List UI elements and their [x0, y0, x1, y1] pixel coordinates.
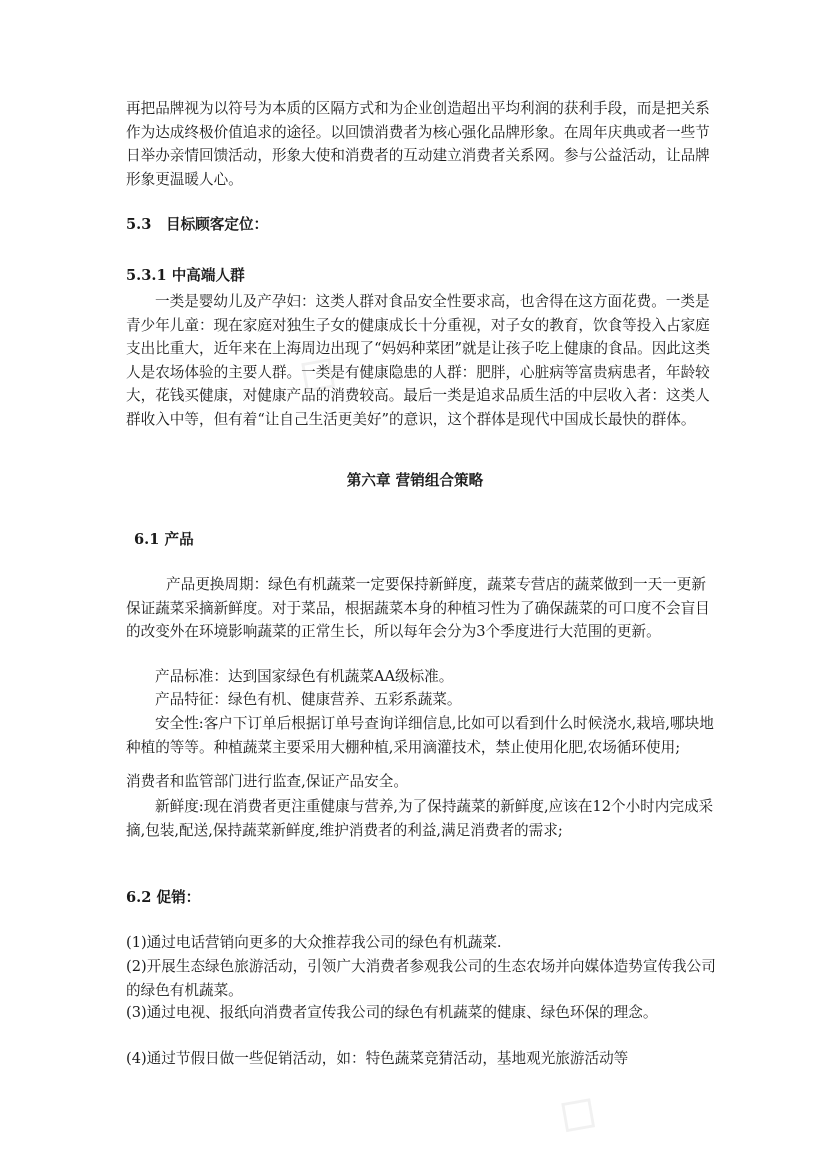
- intro-paragraph: 再把品牌视为以符号为本质的区隔方式和为企业创造超出平均利润的获利手段，而是把关系作为达成终极价值追求的途径。以回馈消费者为核心强化品牌形象。在周年庆典或者一些节日举办亲情回馈活动，形象大使和消费者的互动建立消费者关系网。参与公益活动，让品牌形象更温暖人心。: [126, 100, 710, 188]
- promo-item-4: (4)通过节假日做一些促销活动，如：特色蔬菜竞猜活动，基地观光旅游活动等: [126, 1050, 629, 1067]
- section-6-1-p2: 产品标准：达到国家绿色有机蔬菜AA级标准。: [155, 668, 454, 685]
- promo-item-2: (2)开展生态绿色旅游活动，引领广大消费者参观我公司的生态农场并向媒体造势宣传我公司的绿色有机蔬菜。: [126, 958, 716, 999]
- section-6-1-p1: 产品更换周期：绿色有机蔬菜一定要保持新鲜度，蔬菜专营店的蔬菜做到一天一更新保证蔬菜采摘新鲜度。对于菜品，根据蔬菜本身的种植习性为了确保蔬菜的可口度不会盲目的改变外在环境影响蔬菜的正常生长，所以每年会分为3个季度进行大范围的更新。: [126, 576, 710, 641]
- section-6-1-heading: 6.1 产品: [134, 531, 194, 548]
- section-6-1-p4: 安全性:客户下订单后根据订单号查询详细信息,比如可以看到什么时候浇水,栽培,哪块地种植的等等。种植蔬菜主要采用大棚种植,采用滴灌技术，禁止使用化肥,农场循环使用;: [126, 715, 714, 756]
- section-6-1-p3: 产品特征：绿色有机、健康营养、五彩系蔬菜。: [155, 691, 462, 708]
- section-5-3-heading: 5.3 目标顾客定位：: [126, 216, 269, 233]
- watermark-bottom: ◇: [545, 1073, 616, 1150]
- promo-item-1: (1)通过电话营销向更多的大众推荐我公司的绿色有机蔬菜.: [126, 934, 502, 951]
- section-6-1-p5: 消费者和监管部门进行监查,保证产品安全。: [126, 773, 408, 790]
- section-6-1-p6: 新鲜度:现在消费者更注重健康与营养,为了保持蔬菜的新鲜度,应该在12个小时内完成采摘,包装,配送,保持蔬菜新鲜度,维护消费者的利益,满足消费者的需求;: [126, 798, 714, 839]
- section-6-2-heading: 6.2 促销：: [126, 889, 201, 906]
- promo-item-3: (3)通过电视、报纸向消费者宣传我公司的绿色有机蔬菜的健康、绿色环保的理念。: [126, 1004, 658, 1021]
- chapter-6-title: 第六章 营销组合策略: [346, 472, 484, 489]
- section-5-3-1-body: 一类是婴幼儿及产孕妇：这类人群对食品安全性要求高，也舍得在这方面花费。一类是青少年儿童：现在家庭对独生子女的健康成长十分重视，对子女的教育，饮食等投入占家庭支出比重大，近年来在上海周边出现了“妈妈种菜团”就是让孩子吃上健康的食品。因此这类人是农场体验的主要人群。一类是有健康隐患的人群：肥胖，心脏病等富贵病患者，年龄较大，花钱买健康，对健康产品的消费较高。最后一类是追求品质生活的中层收入者：这类人群收入中等，但有着“让自己生活更美好”的意识，这个群体是现代中国成长最快的群体。: [126, 293, 711, 428]
- watermark-left: ◇: [285, 333, 356, 410]
- section-5-3-1-heading: 5.3.1 中高端人群: [126, 267, 245, 284]
